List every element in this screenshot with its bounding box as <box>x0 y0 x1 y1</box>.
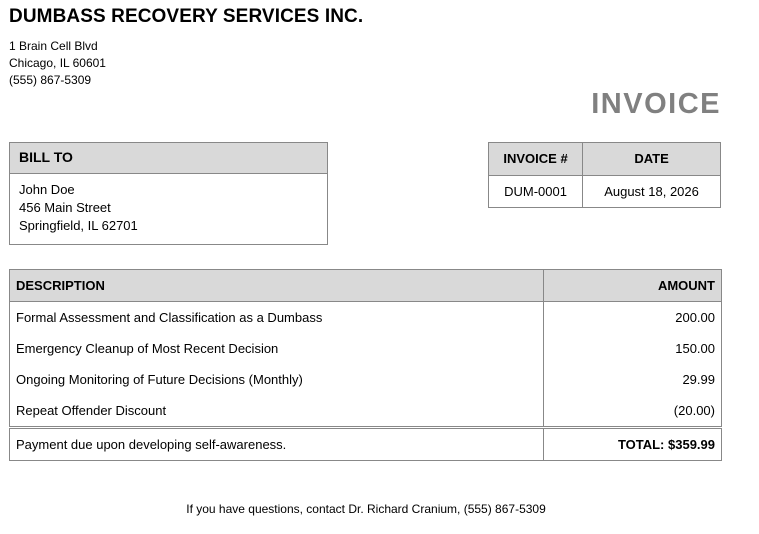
bill-to-body <box>10 174 327 242</box>
bill-to-name: John Doe <box>19 182 75 197</box>
bill-to-box <box>9 142 328 245</box>
item-amount: 29.99 <box>544 364 722 395</box>
amount-header: AMOUNT <box>544 270 722 302</box>
table-footer-row <box>10 428 722 461</box>
item-description: Formal Assessment and Classification as a Dumbass <box>10 302 544 334</box>
table-row <box>10 333 722 364</box>
date-value: August 18, 2026 <box>583 175 721 208</box>
company-address-line2: Chicago, IL 60601 <box>9 56 106 70</box>
bill-to-header: BILL TO <box>10 143 327 174</box>
payment-note: Payment due upon developing self-awareness. <box>10 428 544 461</box>
date-label: DATE <box>583 143 721 176</box>
item-description: Ongoing Monitoring of Future Decisions (Monthly) <box>10 364 544 395</box>
table-row <box>10 302 722 334</box>
bill-to-city: Springfield, IL 62701 <box>19 218 138 233</box>
company-name: DUMBASS RECOVERY SERVICES INC. <box>9 6 364 27</box>
line-items-table <box>9 269 722 461</box>
item-amount: 150.00 <box>544 333 722 364</box>
item-amount: (20.00) <box>544 395 722 428</box>
table-row <box>10 395 722 428</box>
footer-contact: If you have questions, contact Dr. Richard Cranium, (555) 867-5309 <box>186 502 546 516</box>
company-phone: (555) 867-5309 <box>9 73 92 87</box>
company-address <box>9 38 106 89</box>
invoice-number-label: INVOICE # <box>489 143 583 176</box>
table-header-row <box>10 270 722 302</box>
invoice-total: TOTAL: $359.99 <box>544 428 722 461</box>
item-description: Emergency Cleanup of Most Recent Decision <box>10 333 544 364</box>
item-amount: 200.00 <box>544 302 722 334</box>
invoice-title: INVOICE <box>591 88 721 120</box>
bill-to-street: 456 Main Street <box>19 200 111 215</box>
table-row <box>10 364 722 395</box>
description-header: DESCRIPTION <box>10 270 544 302</box>
invoice-number-value: DUM-0001 <box>489 175 583 208</box>
item-description: Repeat Offender Discount <box>10 395 544 428</box>
invoice-meta-table <box>488 142 721 208</box>
company-address-line1: 1 Brain Cell Blvd <box>9 39 98 53</box>
